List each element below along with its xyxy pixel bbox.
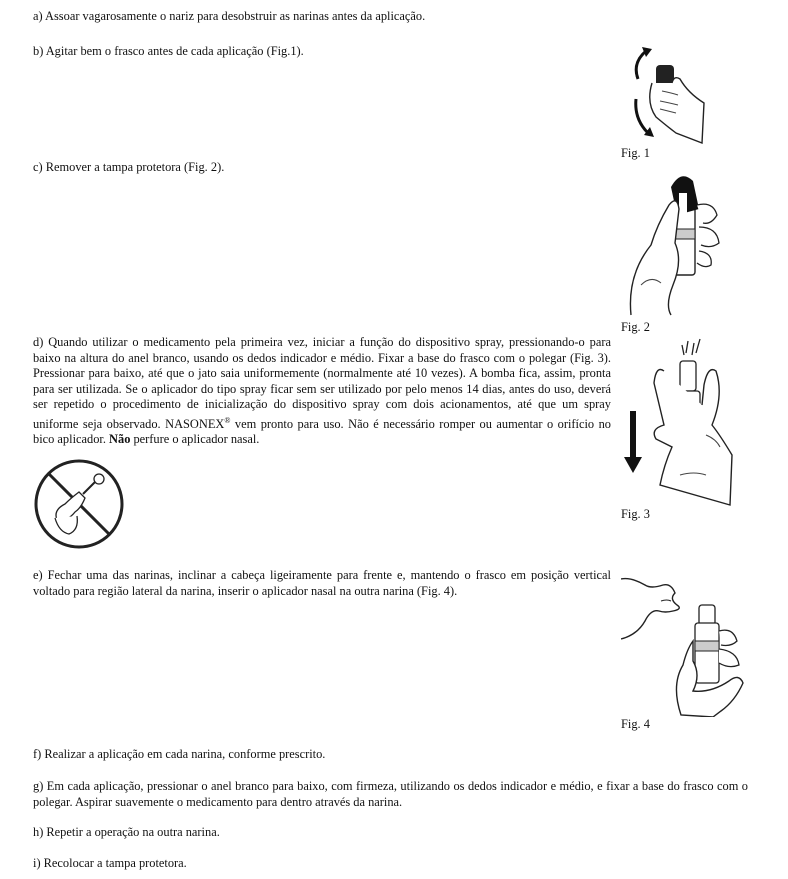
fig2-caption: Fig. 2 (621, 320, 650, 334)
remove-cap-icon (621, 165, 729, 317)
shake-bottle-icon (622, 43, 706, 147)
no-pierce-icon (33, 458, 125, 550)
nasal-application-icon (621, 565, 751, 717)
registered-mark: ® (224, 415, 231, 425)
step-h: h) Repetir a operação na outra narina. (33, 825, 220, 839)
fig4-caption: Fig. 4 (621, 717, 650, 731)
step-g: g) Em cada aplicação, pressionar o anel branco para baixo, com firmeza, utilizando os dedos indicador e médio, e fixar a base do frasco com o polegar. Aspirar suavemente o medicamento para dentro através da narina. (33, 779, 748, 809)
step-d-text: d) Quando utilizar o medicamento pela primeira vez, iniciar a função do dispositivo spray, pressionando-o para baixo na altura do anel branco, usando os dedos indicador e médio. Fixar a base do frasco com o polegar (Fig. 3). Pressionar para baixo, até que o jato saia uniformemente (normalmente até 10 vezes). A bomba fica, assim, pronta para ser utilizada. Se o aplicador do tipo spray ficar sem ser utilizado por pelo menos 14 dias, antes do uso, deverá ser repetido o procedimento de inicialização do dispositivo spray com dois acionamentos, até que um spray uniforme seja observado. NASONEX (33, 335, 611, 431)
step-b: b) Agitar bem o frasco antes de cada aplicação (Fig.1). (33, 44, 304, 58)
step-d-text-3: perfure o aplicador nasal. (130, 432, 260, 447)
step-c: c) Remover a tampa protetora (Fig. 2). (33, 160, 225, 174)
step-f: f) Realizar a aplicação em cada narina, conforme prescrito. (33, 747, 326, 761)
fig3-caption: Fig. 3 (621, 507, 650, 521)
fig1-caption: Fig. 1 (621, 146, 650, 160)
step-a: a) Assoar vagarosamente o nariz para desobstruir as narinas antes da aplicação. (33, 9, 426, 23)
step-d-bold: Não (109, 432, 131, 447)
step-d (33, 335, 611, 448)
step-d-text-2: vem pronto para uso. Não é necessário romper ou aumentar o orifício no bico aplicador. (33, 416, 611, 447)
step-e: e) Fechar uma das narinas, inclinar a cabeça ligeiramente para frente e, mantendo o frasco em posição vertical voltado para região lateral da narina, inserir o aplicador nasal na outra narina (Fig. 4). (33, 568, 611, 598)
step-i: i) Recolocar a tampa protetora. (33, 856, 187, 870)
prime-spray-icon (620, 335, 736, 507)
